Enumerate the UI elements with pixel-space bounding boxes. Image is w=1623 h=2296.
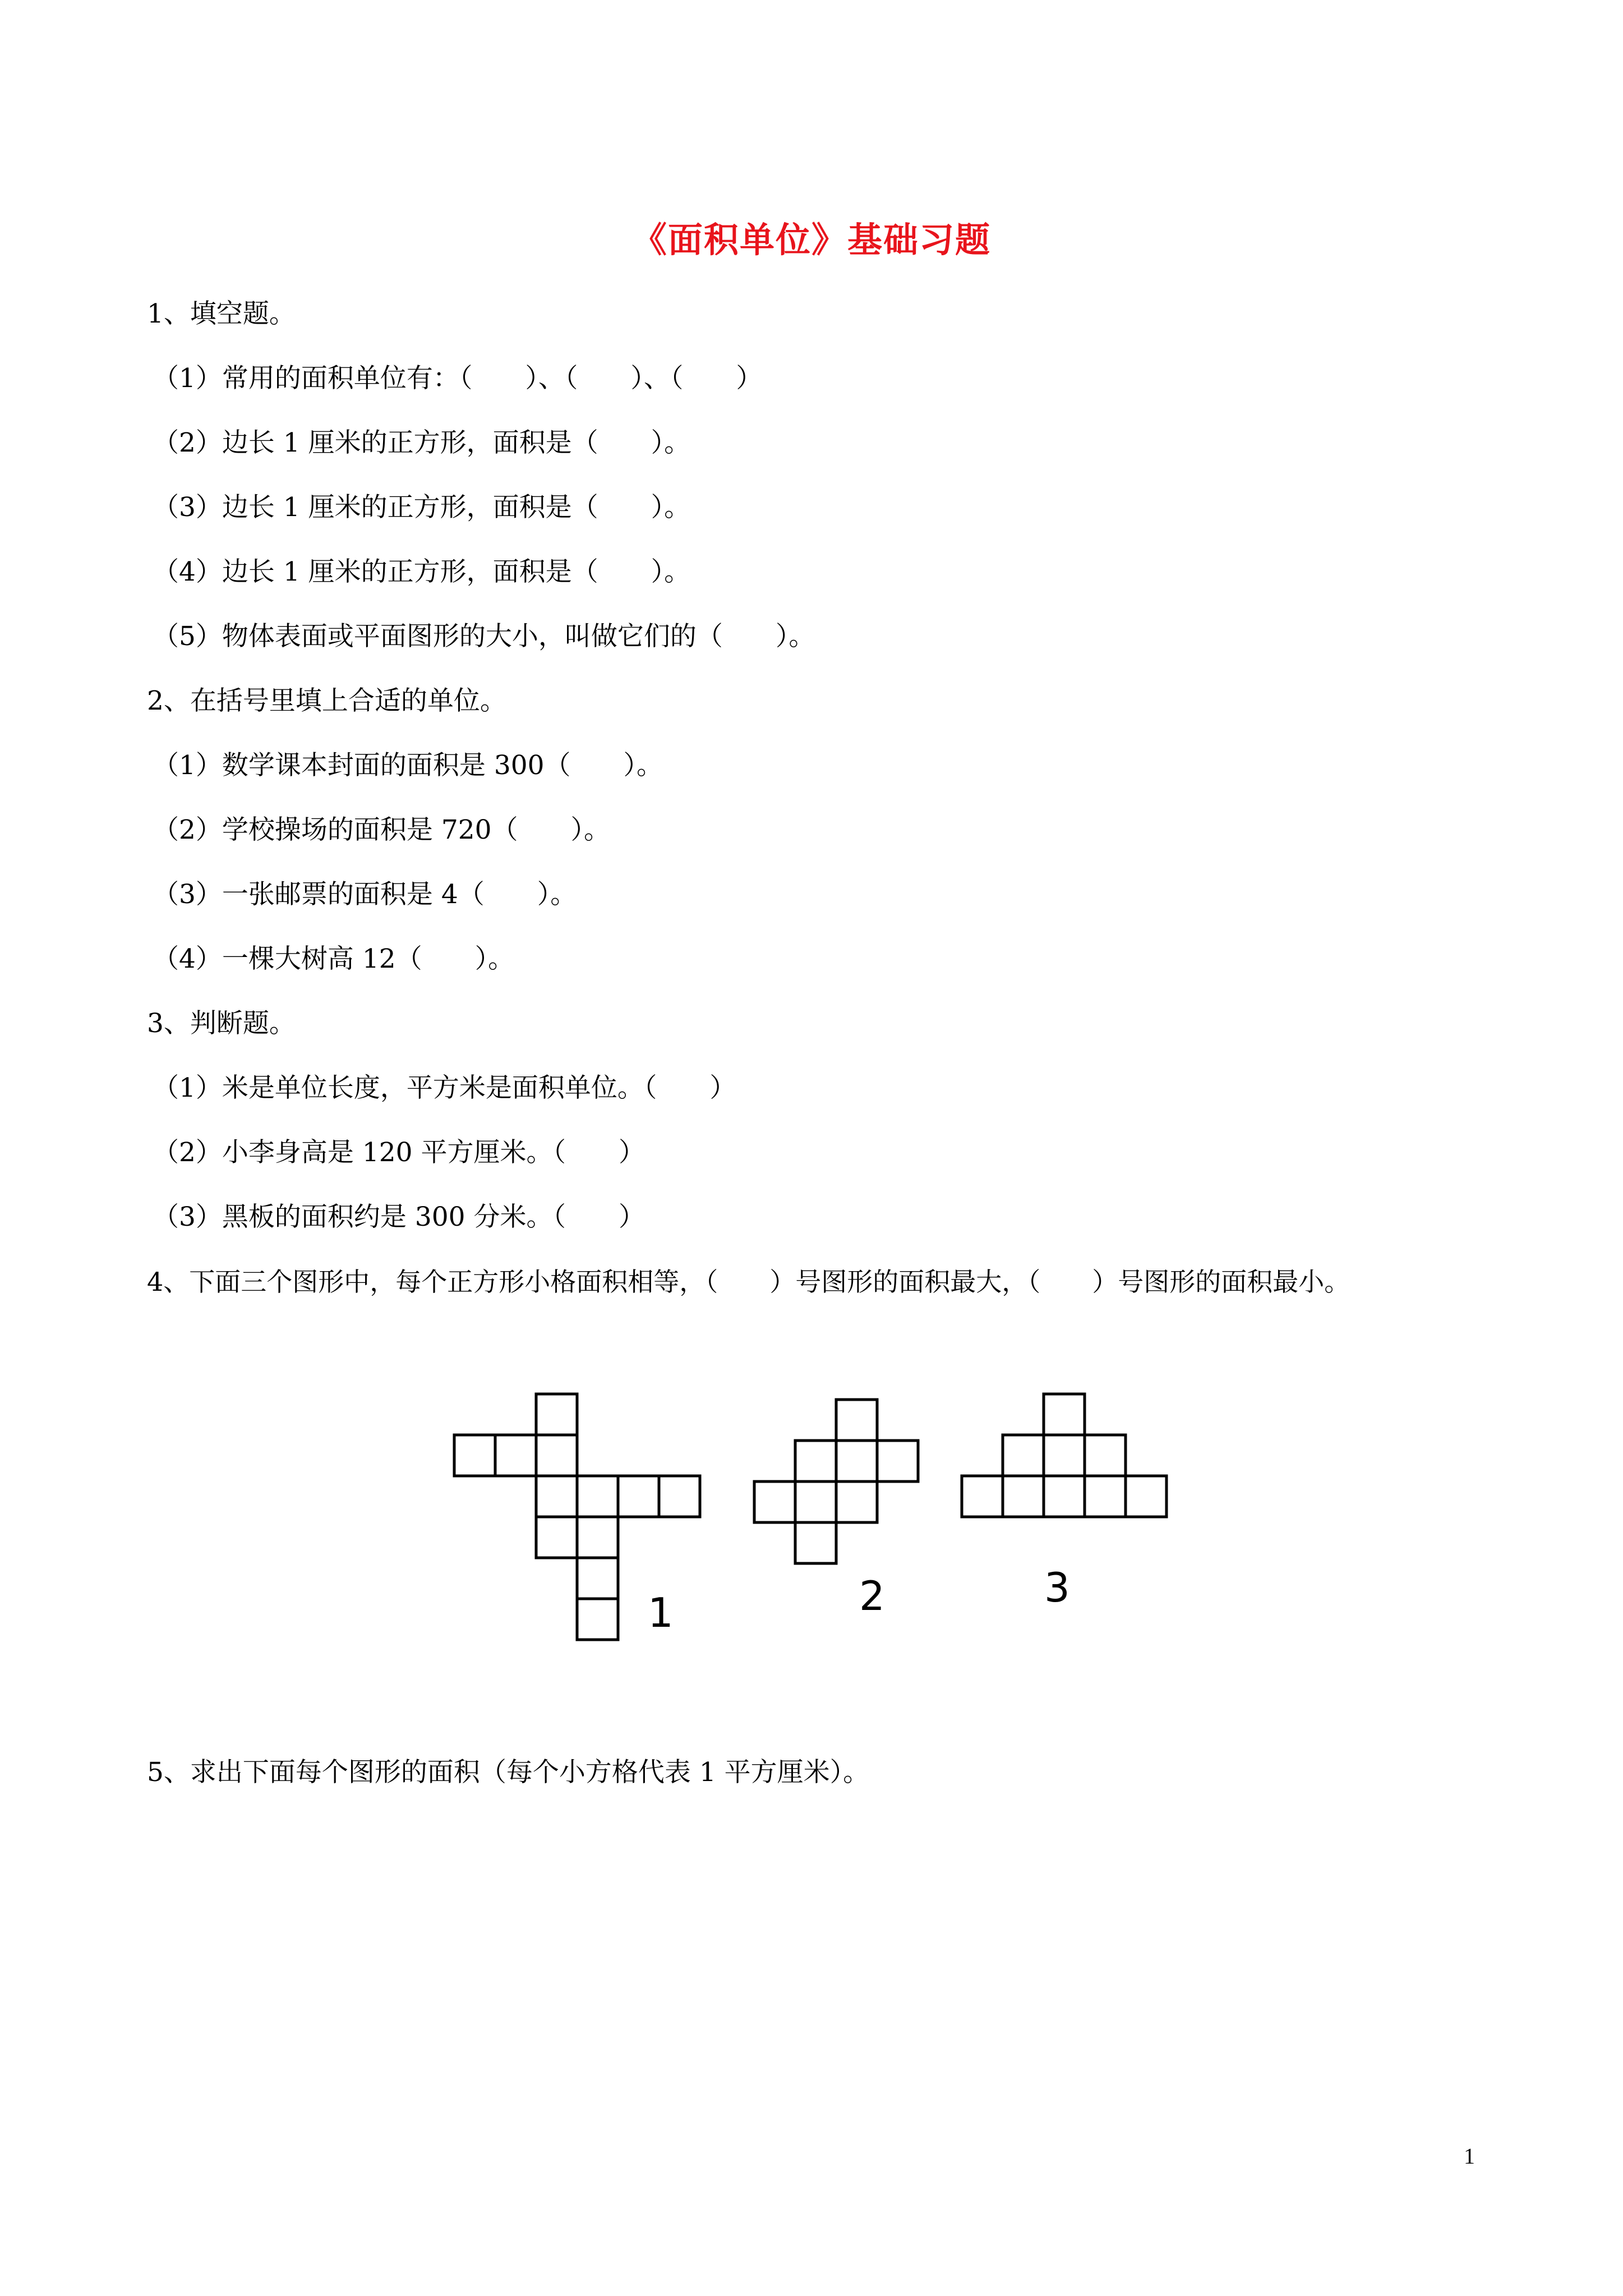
page-number: 1 [1464, 2143, 1475, 2169]
grid-cell [1044, 1394, 1085, 1435]
grid-cell [754, 1481, 795, 1522]
grid-cell [836, 1481, 877, 1522]
grid-cell [659, 1476, 700, 1517]
grid-figure-3 [962, 1394, 1166, 1517]
grid-cell [836, 1441, 877, 1481]
page-title: 《面积单位》基础习题 [631, 219, 991, 260]
grid-cell [536, 1435, 577, 1476]
grid-cell [536, 1394, 577, 1435]
grid-cell [877, 1441, 918, 1481]
grid-cell [795, 1481, 836, 1522]
grid-cell [1003, 1435, 1044, 1476]
question-3-2: （2）小李身高是 120 平方厘米。（ ） [153, 1137, 645, 1168]
question-2-4: （4）一棵大树高 12（ ）。 [153, 944, 515, 974]
grid-cell [962, 1476, 1003, 1517]
section-2-heading: 2、在括号里填上合适的单位。 [147, 685, 506, 716]
question-1-4: （4）边长 1 厘米的正方形，面积是（ ）。 [153, 556, 691, 587]
section-1-heading: 1、填空题。 [147, 298, 296, 329]
grid-cell [1085, 1476, 1126, 1517]
grid-cell [1126, 1476, 1166, 1517]
question-1-3: （3）边长 1 厘米的正方形，面积是（ ）。 [153, 492, 691, 523]
figure-3-label: 3 [1044, 1564, 1070, 1611]
grid-figure-2 [754, 1400, 918, 1563]
grid-cell [618, 1476, 659, 1517]
grid-cell [836, 1400, 877, 1441]
grid-cell [1003, 1476, 1044, 1517]
section-4-heading: 4、下面三个图形中，每个正方形小格面积相等，（ ）号图形的面积最大，（ ）号图形的面积最小。 [147, 1267, 1350, 1297]
question-2-2: （2）学校操场的面积是 720（ ）。 [153, 815, 611, 845]
grid-cell [577, 1599, 618, 1640]
question-3-1: （1）米是单位长度，平方米是面积单位。（ ） [153, 1073, 736, 1103]
grid-cell [536, 1517, 577, 1558]
grid-cell [1044, 1435, 1085, 1476]
figure-1-label: 1 [648, 1589, 674, 1636]
grid-cell [795, 1441, 836, 1481]
question-2-3: （3）一张邮票的面积是 4（ ）。 [153, 879, 577, 910]
grid-cell [1085, 1435, 1126, 1476]
question-1-1: （1）常用的面积单位有：（ ）、（ ）、（ ） [153, 363, 763, 394]
figure-2-label: 2 [859, 1572, 885, 1619]
grid-cell [536, 1476, 577, 1517]
question-2-1: （1）数学课本封面的面积是 300（ ）。 [153, 750, 663, 781]
grid-cell [577, 1558, 618, 1599]
grid-cell [495, 1435, 536, 1476]
grid-cell [577, 1476, 618, 1517]
section-3-heading: 3、判断题。 [147, 1008, 296, 1039]
grid-cell [577, 1517, 618, 1558]
grid-cell [1044, 1476, 1085, 1517]
question-1-5: （5）物体表面或平面图形的大小，叫做它们的（ ）。 [153, 621, 815, 652]
question-3-3: （3）黑板的面积约是 300 分米。（ ） [153, 1202, 645, 1232]
grid-cell [795, 1522, 836, 1563]
question-1-2: （2）边长 1 厘米的正方形，面积是（ ）。 [153, 427, 691, 458]
grid-cell [454, 1435, 495, 1476]
section-5-heading: 5、求出下面每个图形的面积（每个小方格代表 1 平方厘米）。 [147, 1757, 870, 1788]
